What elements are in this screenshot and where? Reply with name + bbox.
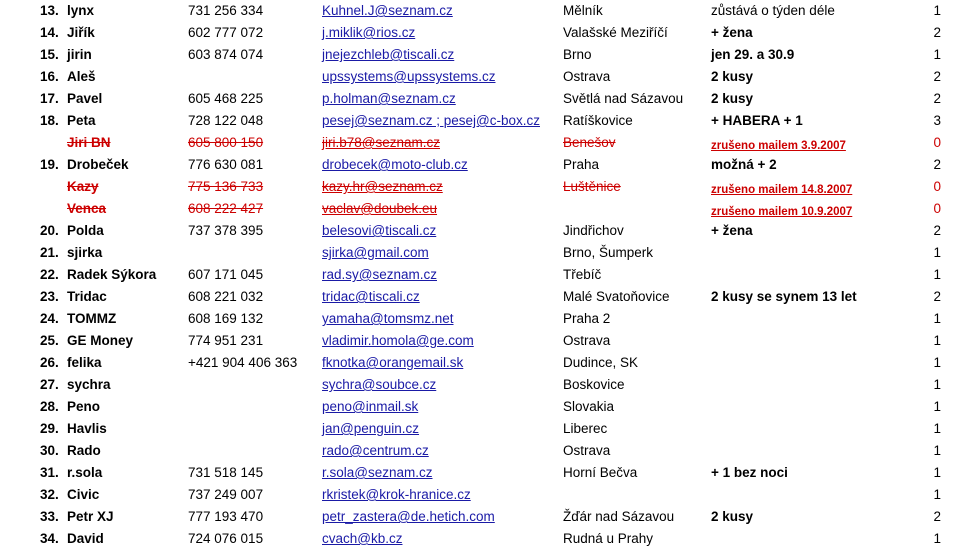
quantity-cell: 1	[933, 355, 941, 370]
city-cell: Mělník	[563, 3, 603, 18]
quantity-cell: 1	[933, 245, 941, 260]
phone-cell: 608 221 032	[188, 289, 264, 304]
email-link[interactable]: r.sola@seznam.cz	[322, 465, 433, 480]
nickname-cell: r.sola	[67, 465, 103, 480]
row-number: 17.	[40, 91, 59, 106]
row-number: 28.	[40, 399, 59, 414]
email-link[interactable]: sychra@soubce.cz	[322, 377, 437, 392]
nickname-cell: sychra	[67, 377, 111, 392]
quantity-cell: 1	[933, 47, 941, 62]
quantity-cell: 1	[933, 3, 941, 18]
note-cell: možná + 2	[711, 157, 777, 172]
city-cell: Ostrava	[563, 333, 611, 348]
row-number: 14.	[40, 25, 59, 40]
phone-cell: 728 122 048	[188, 113, 264, 128]
quantity-cell: 1	[933, 333, 941, 348]
phone-cell: 774 951 231	[188, 333, 264, 348]
city-cell: Liberec	[563, 421, 608, 436]
city-cell: Luštěnice	[563, 179, 621, 194]
email-cell	[322, 44, 560, 66]
note-cell: + HABERA + 1	[711, 113, 803, 128]
nickname-cell: Rado	[67, 443, 101, 458]
email-cell	[322, 242, 560, 264]
phone-cell: 737 249 007	[188, 487, 264, 502]
phone-cell: 737 378 395	[188, 223, 264, 238]
note-cell: 2 kusy	[711, 91, 754, 106]
quantity-cell: 3	[933, 113, 941, 128]
note-cell: + žena	[711, 25, 753, 40]
quantity-cell: 2	[933, 69, 941, 84]
phone-cell: 776 630 081	[188, 157, 264, 172]
phone-cell: 724 076 015	[188, 531, 264, 546]
nickname-cell: Radek Sýkora	[67, 267, 157, 282]
note-cell: zrušeno mailem 14.8.2007	[711, 184, 853, 196]
phone-cell: 608 222 427	[188, 201, 264, 216]
row-number: 34.	[40, 531, 59, 546]
email-cell	[322, 198, 560, 220]
email-link[interactable]: p.holman@seznam.cz	[322, 91, 456, 106]
note-cell: 2 kusy se synem 13 let	[711, 289, 857, 304]
nickname-cell: Peno	[67, 399, 101, 414]
nickname-cell: TOMMZ	[67, 311, 117, 326]
email-cell	[322, 22, 560, 44]
email-cell	[322, 418, 560, 440]
quantity-cell: 0	[933, 201, 941, 216]
quantity-cell: 2	[933, 509, 941, 524]
email-cell	[322, 352, 560, 374]
city-cell: Praha 2	[563, 311, 611, 326]
row-number: 27.	[40, 377, 59, 392]
row-number: 15.	[40, 47, 59, 62]
table-row-cancelled	[0, 176, 975, 198]
table-row	[0, 396, 975, 418]
nickname-cell: Polda	[67, 223, 104, 238]
city-cell: Žďár nad Sázavou	[563, 509, 675, 524]
city-cell: Jindřichov	[563, 223, 624, 238]
row-number: 30.	[40, 443, 59, 458]
city-cell: Světlá nad Sázavou	[563, 91, 684, 106]
email-link[interactable]: rad.sy@seznam.cz	[322, 267, 437, 282]
email-cell	[322, 528, 560, 550]
email-link[interactable]: vaclav@doubek.eu	[322, 201, 438, 216]
table-row	[0, 0, 975, 22]
nickname-cell: sjirka	[67, 245, 103, 260]
email-link[interactable]: peno@inmail.sk	[322, 399, 419, 414]
email-cell	[322, 264, 560, 286]
nickname-cell: Jiřík	[67, 25, 95, 40]
table-row	[0, 88, 975, 110]
email-cell	[322, 462, 560, 484]
row-number: 29.	[40, 421, 59, 436]
nickname-cell: GE Money	[67, 333, 134, 348]
email-link[interactable]: upssystems@upssystems.cz	[322, 69, 496, 84]
phone-cell: 775 136 733	[188, 179, 264, 194]
table-row	[0, 264, 975, 286]
row-number: 20.	[40, 223, 59, 238]
email-link[interactable]: cvach@kb.cz	[322, 531, 403, 546]
city-cell: Benešov	[563, 135, 616, 150]
nickname-cell: Jiri BN	[67, 135, 111, 150]
table-row-cancelled	[0, 198, 975, 220]
city-cell: Třebíč	[563, 267, 602, 282]
table-row	[0, 44, 975, 66]
row-number: 31.	[40, 465, 59, 480]
email-cell	[322, 66, 560, 88]
nickname-cell: felika	[67, 355, 102, 370]
row-number: 22.	[40, 267, 59, 282]
city-cell: Brno	[563, 47, 592, 62]
email-cell	[322, 132, 560, 154]
phone-cell: 605 468 225	[188, 91, 264, 106]
quantity-cell: 2	[933, 25, 941, 40]
table-row	[0, 418, 975, 440]
email-link[interactable]: rado@centrum.cz	[322, 443, 429, 458]
table-row	[0, 352, 975, 374]
phone-cell: 731 256 334	[188, 3, 264, 18]
quantity-cell: 1	[933, 421, 941, 436]
city-cell: Brno, Šumperk	[563, 245, 654, 260]
note-cell: + 1 bez noci	[711, 465, 788, 480]
row-number: 16.	[40, 69, 59, 84]
nickname-cell: Tridac	[67, 289, 107, 304]
note-cell: zrušeno mailem 10.9.2007	[711, 206, 853, 218]
city-cell: Valašské Meziříčí	[563, 25, 668, 40]
nickname-cell: Kazy	[67, 179, 99, 194]
email-link[interactable]: fknotka@orangemail.sk	[322, 355, 464, 370]
row-number: 18.	[40, 113, 59, 128]
row-number: 32.	[40, 487, 59, 502]
table-row	[0, 462, 975, 484]
email-cell	[322, 484, 560, 506]
email-cell	[322, 330, 560, 352]
table-row	[0, 374, 975, 396]
city-cell: Slovakia	[563, 399, 615, 414]
city-cell: Horní Bečva	[563, 465, 638, 480]
table-row	[0, 308, 975, 330]
city-cell: Praha	[563, 157, 600, 172]
city-cell: Ratíškovice	[563, 113, 633, 128]
table-row-cancelled	[0, 132, 975, 154]
phone-cell: 602 777 072	[188, 25, 264, 40]
email-link[interactable]: belesovi@tiscali.cz	[322, 223, 437, 238]
city-cell: Ostrava	[563, 69, 611, 84]
phone-cell: 608 169 132	[188, 311, 264, 326]
email-link[interactable]: j.miklik@rios.cz	[322, 25, 416, 40]
email-cell	[322, 374, 560, 396]
email-cell	[322, 88, 560, 110]
email-cell	[322, 110, 560, 132]
city-cell: Rudná u Prahy	[563, 531, 654, 546]
row-number: 24.	[40, 311, 59, 326]
phone-cell: 731 518 145	[188, 465, 264, 480]
table-row	[0, 528, 975, 550]
row-number: 25.	[40, 333, 59, 348]
email-link[interactable]: jiri.b78@seznam.cz	[322, 135, 440, 150]
quantity-cell: 2	[933, 157, 941, 172]
email-cell	[322, 0, 560, 22]
table-row	[0, 330, 975, 352]
nickname-cell: Havlis	[67, 421, 107, 436]
table-row	[0, 242, 975, 264]
quantity-cell: 1	[933, 311, 941, 326]
note-cell: zrušeno mailem 3.9.2007	[711, 140, 846, 152]
phone-cell: 603 874 074	[188, 47, 264, 62]
city-cell: Malé Svatoňovice	[563, 289, 670, 304]
email-cell	[322, 154, 560, 176]
nickname-cell: jirin	[67, 47, 92, 62]
email-cell	[322, 396, 560, 418]
nickname-cell: Civic	[67, 487, 100, 502]
quantity-cell: 1	[933, 443, 941, 458]
table-row	[0, 484, 975, 506]
quantity-cell: 1	[933, 531, 941, 546]
note-cell: 2 kusy	[711, 69, 754, 84]
email-link[interactable]: tridac@tiscali.cz	[322, 289, 420, 304]
table-row	[0, 110, 975, 132]
note-cell: 2 kusy	[711, 509, 754, 524]
email-cell	[322, 286, 560, 308]
email-link[interactable]: pesej@seznam.cz ; pesej@c-box.cz	[322, 113, 540, 128]
phone-cell: 777 193 470	[188, 509, 264, 524]
email-link[interactable]: jan@penguin.cz	[322, 421, 420, 436]
email-link[interactable]: Kuhnel.J@seznam.cz	[322, 3, 453, 18]
row-number: 23.	[40, 289, 59, 304]
row-number: 26.	[40, 355, 59, 370]
quantity-cell: 1	[933, 465, 941, 480]
nickname-cell: David	[67, 531, 104, 546]
email-cell	[322, 308, 560, 330]
email-cell	[322, 220, 560, 242]
city-cell: Ostrava	[563, 443, 611, 458]
quantity-cell: 1	[933, 487, 941, 502]
row-number: 33.	[40, 509, 59, 524]
note-cell: zůstává o týden déle	[711, 3, 835, 18]
email-link[interactable]: kazy.hr@seznam.cz	[322, 179, 443, 194]
city-cell: Boskovice	[563, 377, 625, 392]
table-row	[0, 154, 975, 176]
nickname-cell: Peta	[67, 113, 96, 128]
email-cell	[322, 506, 560, 528]
quantity-cell: 1	[933, 399, 941, 414]
quantity-cell: 1	[933, 377, 941, 392]
email-link[interactable]: rkristek@krok-hranice.cz	[322, 487, 471, 502]
nickname-cell: Aleš	[67, 69, 96, 84]
email-link[interactable]: drobecek@moto-club.cz	[322, 157, 468, 172]
nickname-cell: lynx	[67, 3, 95, 18]
phone-cell: +421 904 406 363	[188, 355, 298, 370]
quantity-cell: 2	[933, 289, 941, 304]
email-link[interactable]: vladimir.homola@ge.com	[322, 333, 474, 348]
phone-cell: 605 800 150	[188, 135, 264, 150]
table-row	[0, 22, 975, 44]
nickname-cell: Drobeček	[67, 157, 129, 172]
email-link[interactable]: yamaha@tomsmz.net	[322, 311, 454, 326]
table-row	[0, 440, 975, 462]
city-cell: Dudince, SK	[563, 355, 639, 370]
note-cell: + žena	[711, 223, 753, 238]
quantity-cell: 0	[933, 179, 941, 194]
phone-cell: 607 171 045	[188, 267, 264, 282]
quantity-cell: 0	[933, 135, 941, 150]
note-cell: jen 29. a 30.9	[711, 47, 795, 62]
quantity-cell: 2	[933, 223, 941, 238]
nickname-cell: Pavel	[67, 91, 103, 106]
nickname-cell: Venca	[67, 201, 107, 216]
table-row	[0, 286, 975, 308]
email-link[interactable]: sjirka@gmail.com	[322, 245, 429, 260]
email-cell	[322, 176, 560, 198]
table-row	[0, 506, 975, 528]
nickname-cell: Petr XJ	[67, 509, 114, 524]
email-link[interactable]: petr_zastera@de.hetich.com	[322, 509, 495, 524]
email-link[interactable]: jnejezchleb@tiscali.cz	[322, 47, 455, 62]
quantity-cell: 2	[933, 91, 941, 106]
quantity-cell: 1	[933, 267, 941, 282]
row-number: 19.	[40, 157, 59, 172]
row-number: 13.	[40, 3, 59, 18]
table-row	[0, 66, 975, 88]
row-number: 21.	[40, 245, 59, 260]
email-cell	[322, 440, 560, 462]
table-row	[0, 220, 975, 242]
